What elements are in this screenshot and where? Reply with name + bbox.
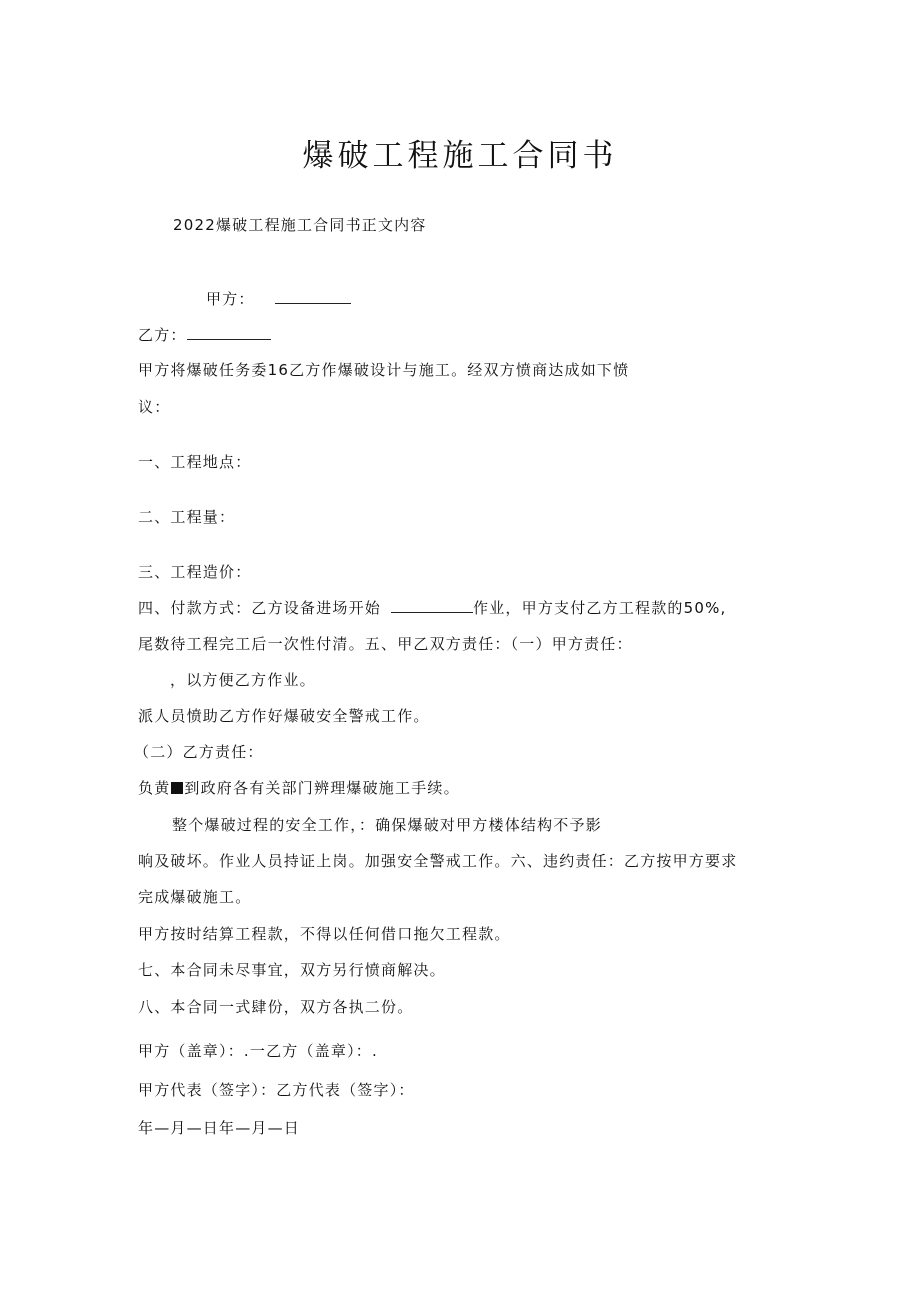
clause-7: 七、本合同未尽事宜，双方另行愤商解决。 [138, 961, 446, 979]
clause-3-cost: 三、工程造价： [138, 563, 252, 581]
clause-4-part-b: 作业，甲方支付乙方工程款的50%, [473, 599, 727, 617]
party-b-duty-1-part-a: 负黄 [138, 779, 171, 797]
clause-4-blank [391, 598, 473, 613]
clause-1-location: 一、工程地点： [138, 453, 252, 471]
intro-line-1: 甲方将爆破任务委16乙方作爆破设计与施工。经双方愤商达成如下愤 [138, 361, 630, 379]
party-a-duty-1: ，以方便乙方作业。 [170, 671, 316, 689]
black-square-icon [171, 782, 183, 794]
signature-line: 甲方代表（签字）：乙方代表（签字）： [138, 1081, 415, 1099]
date-line: 年—月—日年—月—日 [138, 1119, 301, 1137]
party-b-blank [187, 325, 271, 340]
party-b-duty-2-continued-2: 完成爆破施工。 [138, 888, 252, 906]
document-title: 爆破工程施工合同书 [302, 138, 618, 174]
party-b-heading: （二）乙方责任： [134, 743, 264, 761]
party-b-duty-1-part-b: 到政府各有关部门辨理爆破施工手续。 [184, 779, 460, 797]
party-a-blank [275, 289, 351, 304]
party-b-label: 乙方： [138, 326, 187, 344]
clause-4-payment [138, 597, 727, 619]
clause-8: 八、本合同一式肆份，双方各执二份。 [138, 998, 414, 1016]
party-a-label: 甲方： [206, 290, 255, 308]
party-b-duty-2-continued: 响及破坏。作业人员持证上岗。加强安全警戒工作。六、违约责任：乙方按甲方要求 [138, 852, 738, 870]
clause-2-quantity: 二、工程量： [138, 508, 236, 526]
seal-line: 甲方（盖章）：.一乙方（盖章）：. [138, 1042, 378, 1060]
party-b-line [138, 324, 271, 346]
party-b-duty-2: 整个爆破过程的安全工作，：确保爆破对甲方楼体结构不予影 [172, 816, 602, 834]
party-a-line [206, 288, 351, 310]
intro-line-2: 议： [138, 398, 171, 416]
party-b-duty-1 [138, 777, 460, 799]
clause-4-part-a: 四、付款方式：乙方设备进场开始 [138, 599, 382, 617]
document-subtitle: 2022爆破工程施工合同书正文内容 [173, 216, 427, 234]
party-a-duty-2: 派人员愤助乙方作好爆破安全警戒工作。 [138, 707, 430, 725]
clause-4-line-2: 尾数待工程完工后一次性付清。五、甲乙双方责任：（一）甲方责任： [138, 635, 633, 653]
breach-clause: 甲方按时结算工程款，不得以任何借口拖欠工程款。 [138, 925, 511, 943]
